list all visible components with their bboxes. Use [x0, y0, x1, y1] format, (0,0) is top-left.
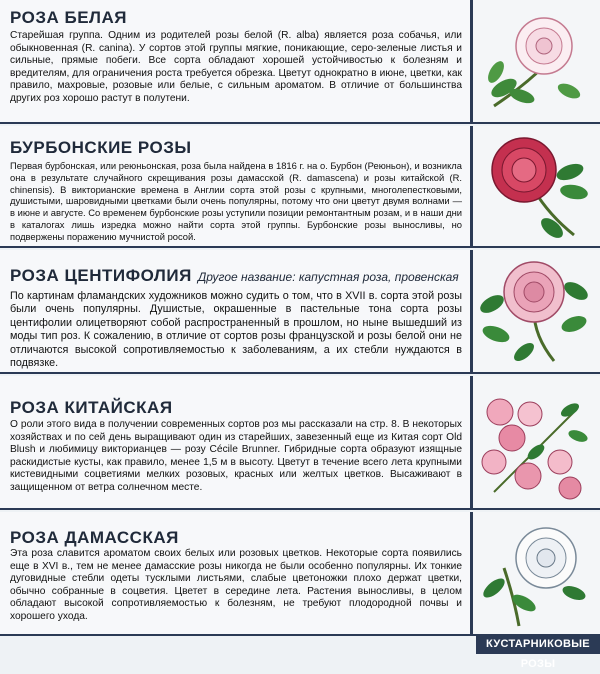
section-title-text: РОЗА ЦЕНТИФОЛИЯ [10, 266, 192, 285]
section-text: Первая бурбонская, или реюньонская, роза была найдена в 1816 г. на о. Бурбон (Реюньон), и возникла она в результате случайного скрещивания розы дамасской (R. damascena) и розы китайской (R. chinensis). В викторианские времена в Англии сорта этой розы с крупными, многолепестковыми, душистыми, шаровидными цветками были очень популярны, потому что они цветут двумя волнами — в июне и августе. Со временем бурбонские розы уступили позиции ремонтантным розам, и в наши дни в каталогах лишь изредка можно найти сорта этой группы. Бурбонские розы выносливы, но подвержены поражению мучнистой росой. [10, 160, 462, 242]
chapter-footer-label: КУСТАРНИКОВЫЕ РОЗЫ [476, 634, 600, 654]
white-rose-illustration [474, 6, 596, 116]
section-text-column [0, 512, 473, 634]
section-title: РОЗА ДАМАССКАЯ [10, 528, 179, 547]
damask-rose-illustration [474, 518, 596, 628]
section-text: Старейшая группа. Одним из родителей розы белой (R. alba) является роза собачья, или обыкновенная (R. canina). У сортов этой группы мягкие, поникающие, серо-зеленые листья и сильные, прямые побеги. Все сорта обладают хорошей устойчивостью к болезням и вредителям, для ограничения роста требуется обрезка. Цветут однократно в июне, цветки, как правило, махровые, розовые или белые, с сильным ароматом. В отличие от большинства других роз хорошо растут в полутени. [10, 30, 462, 104]
section-title: РОЗА КИТАЙСКАЯ [10, 398, 173, 417]
section-title: БУРБОНСКИЕ РОЗЫ [10, 138, 192, 157]
section-alt-name: Другое название: капустная роза, провенская [197, 270, 459, 284]
china-rose-illustration [474, 392, 596, 504]
section-text-column [0, 376, 473, 508]
section-bourbon-roses [0, 126, 600, 248]
section-china-rose [0, 376, 600, 510]
section-text: О роли этого вида в получении современных сортов роз мы рассказали на стр. 8. В некоторых хозяйствах и по сей день выращивают один из старейших, завезенный еще из Китая сорт Old Blush и любимицу викторианцев — розу Cécile Brunner. Гибридные сорта образуют изящные раскидистые кусты, как правило, менее 1,5 м в высоту. Цветут в течение всего лета крупными кистевидными соцветиями мелких розовых, красных или желтых цветков. Высаживают в защищенном от ветра солнечном месте. [10, 419, 462, 493]
section-centifolia [0, 250, 600, 374]
section-damask-rose [0, 512, 600, 636]
section-title: РОЗА БЕЛАЯ [10, 8, 127, 27]
section-rosa-alba [0, 0, 600, 124]
bourbon-rose-illustration [474, 130, 596, 242]
section-text-column [0, 250, 473, 372]
section-title [10, 266, 459, 286]
section-text: По картинам фламандских художников можно судить о том, что в XVII в. сорта этой розы были очень популярны. Душистые, окрашенные в пастельные тона сорта розы центифолии олицетворяют собой распространенный в прошлом, но ныне вышедший из моды тип роз. К сожалению, в отличие от сортов розы французской и розы белой они не отличаются высокой сопротивляемостью к заболеваниям, а их стебли нуждаются в подвязке. [10, 290, 462, 370]
section-text: Эта роза славится ароматом своих белых или розовых цветков. Некоторые сорта появились еще в XVI в., тем не менее дамасские розы никогда не были особенно популярны. Их тонкие дуговидные стебли одеты тусклыми листьями, слабые цветоножки плохо держат цветки, обычно собранные в соцветия. Цветет в середине лета. Растения выносливы, в целом обладают высокой сопротивляемостью к болезням, не требуют плодородной почвы и хорошего ухода. [10, 548, 462, 622]
section-text-column [0, 126, 473, 246]
centifolia-rose-illustration [474, 256, 596, 368]
section-text-column [0, 0, 473, 122]
